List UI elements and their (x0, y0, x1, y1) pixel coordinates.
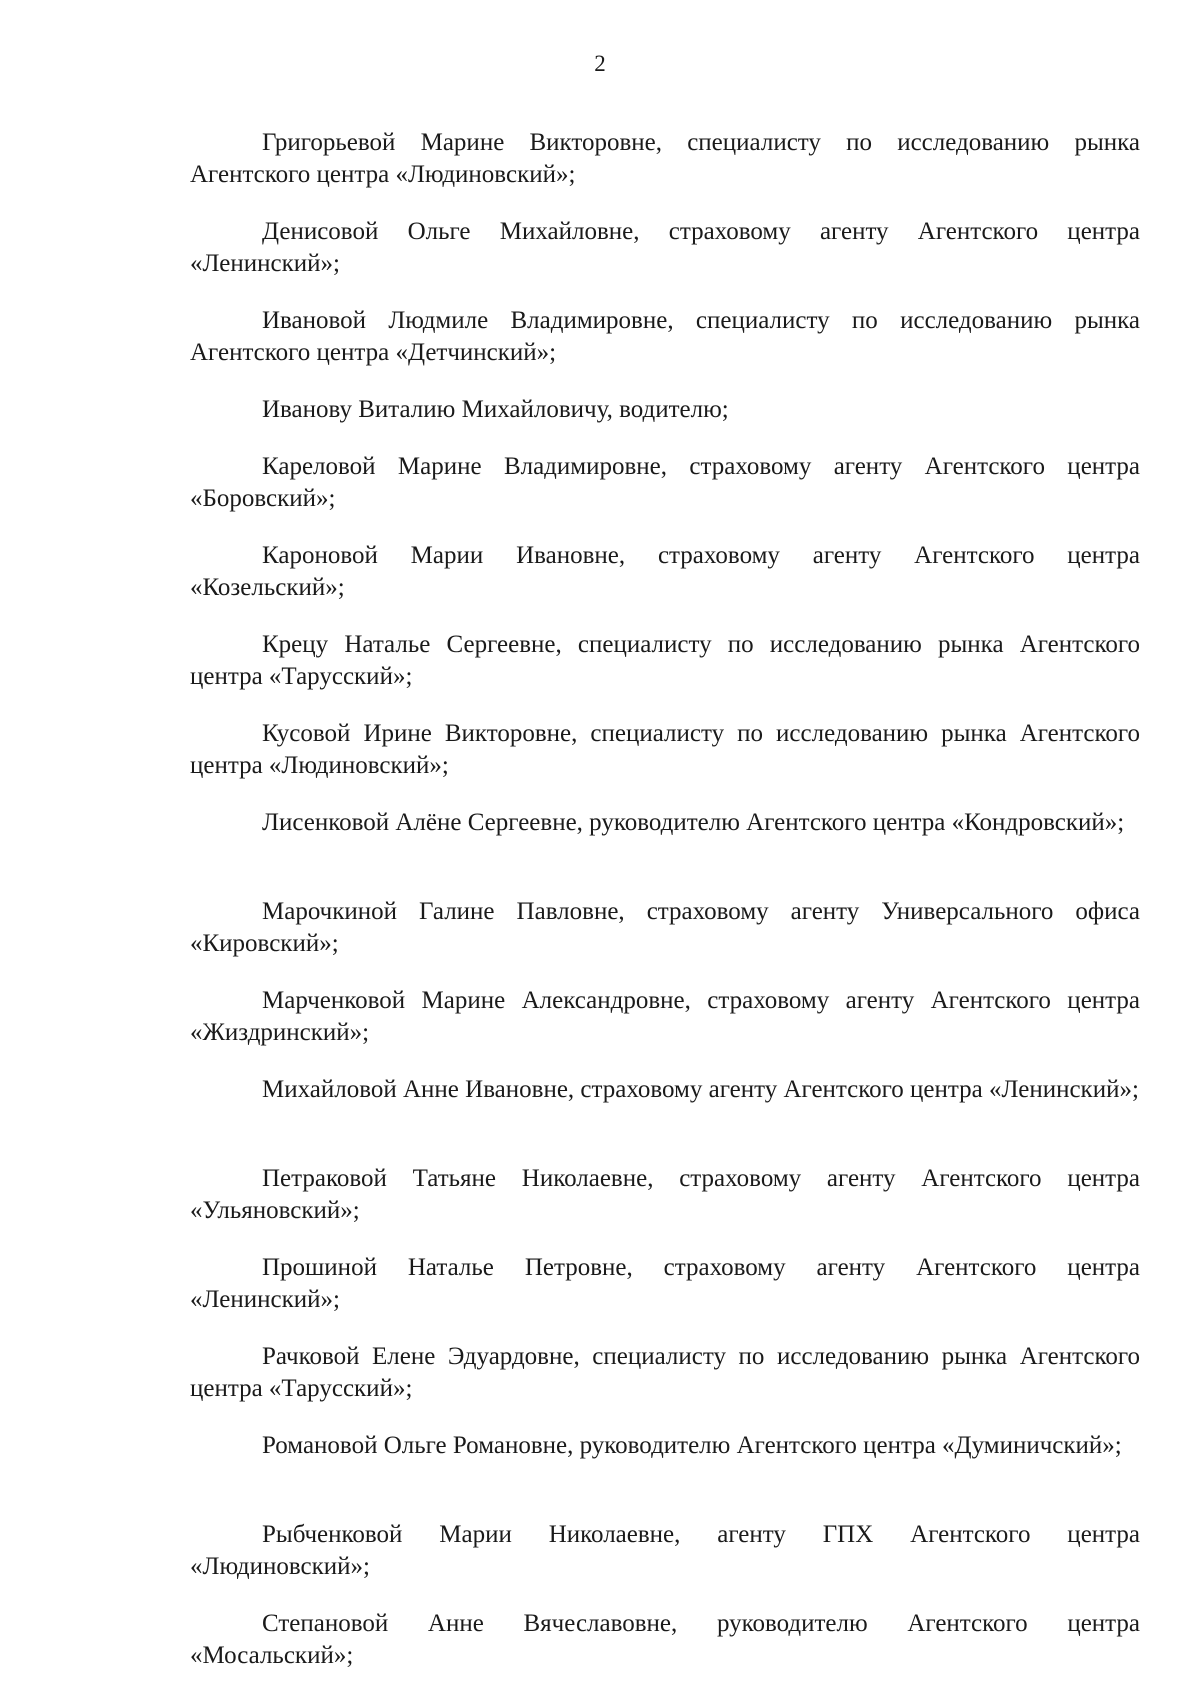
list-item: Михайловой Анне Ивановне, страховому агенту Агентского центра «Ленинский»; (262, 1076, 1139, 1103)
list-item: Григорьевой Марине Викторовне, специалисту по исследованию рынка Агентского центра «Людиновский»; (190, 129, 1140, 188)
list-item: Иванову Виталию Михайловичу, водителю; (262, 396, 729, 423)
list-item: Марочкиной Галине Павловне, страховому агенту Универсального офиса «Кировский»; (190, 898, 1140, 957)
list-item: Кареловой Марине Владимировне, страховому агенту Агентского центра «Боровский»; (190, 453, 1140, 512)
list-item: Рачковой Елене Эдуардовне, специалисту по исследованию рынка Агентского центра «Тарусский»; (190, 1343, 1140, 1402)
list-item: Романовой Ольге Романовне, руководителю Агентского центра «Думиничский»; (262, 1432, 1122, 1459)
list-item: Ивановой Людмиле Владимировне, специалисту по исследованию рынка Агентского центра «Детчинский»; (190, 307, 1140, 366)
list-item: Кусовой Ирине Викторовне, специалисту по исследованию рынка Агентского центра «Людиновский»; (190, 720, 1140, 779)
list-item: Прошиной Наталье Петровне, страховому агенту Агентского центра «Ленинский»; (190, 1254, 1140, 1313)
list-item: Кароновой Марии Ивановне, страховому агенту Агентского центра «Козельский»; (190, 542, 1140, 601)
list-item: Крецу Наталье Сергеевне, специалисту по исследованию рынка Агентского центра «Тарусский»; (190, 631, 1140, 690)
list-item: Степановой Анне Вячеславовне, руководителю Агентского центра «Мосальский»; (190, 1610, 1140, 1669)
page-number: 2 (594, 51, 606, 76)
list-item: Петраковой Татьяне Николаевне, страховому агенту Агентского центра «Ульяновский»; (190, 1165, 1140, 1224)
list-item: Денисовой Ольге Михайловне, страховому агенту Агентского центра «Ленинский»; (190, 218, 1140, 277)
recipient-list (190, 102, 1140, 1693)
list-item: Рыбченковой Марии Николаевне, агенту ГПХ Агентского центра «Людиновский»; (190, 1521, 1140, 1580)
list-item: Лисенковой Алёне Сергеевне, руководителю Агентского центра «Кондровский»; (262, 809, 1125, 836)
list-item: Марченковой Марине Александровне, страховому агенту Агентского центра «Жиздринский»; (190, 987, 1140, 1046)
